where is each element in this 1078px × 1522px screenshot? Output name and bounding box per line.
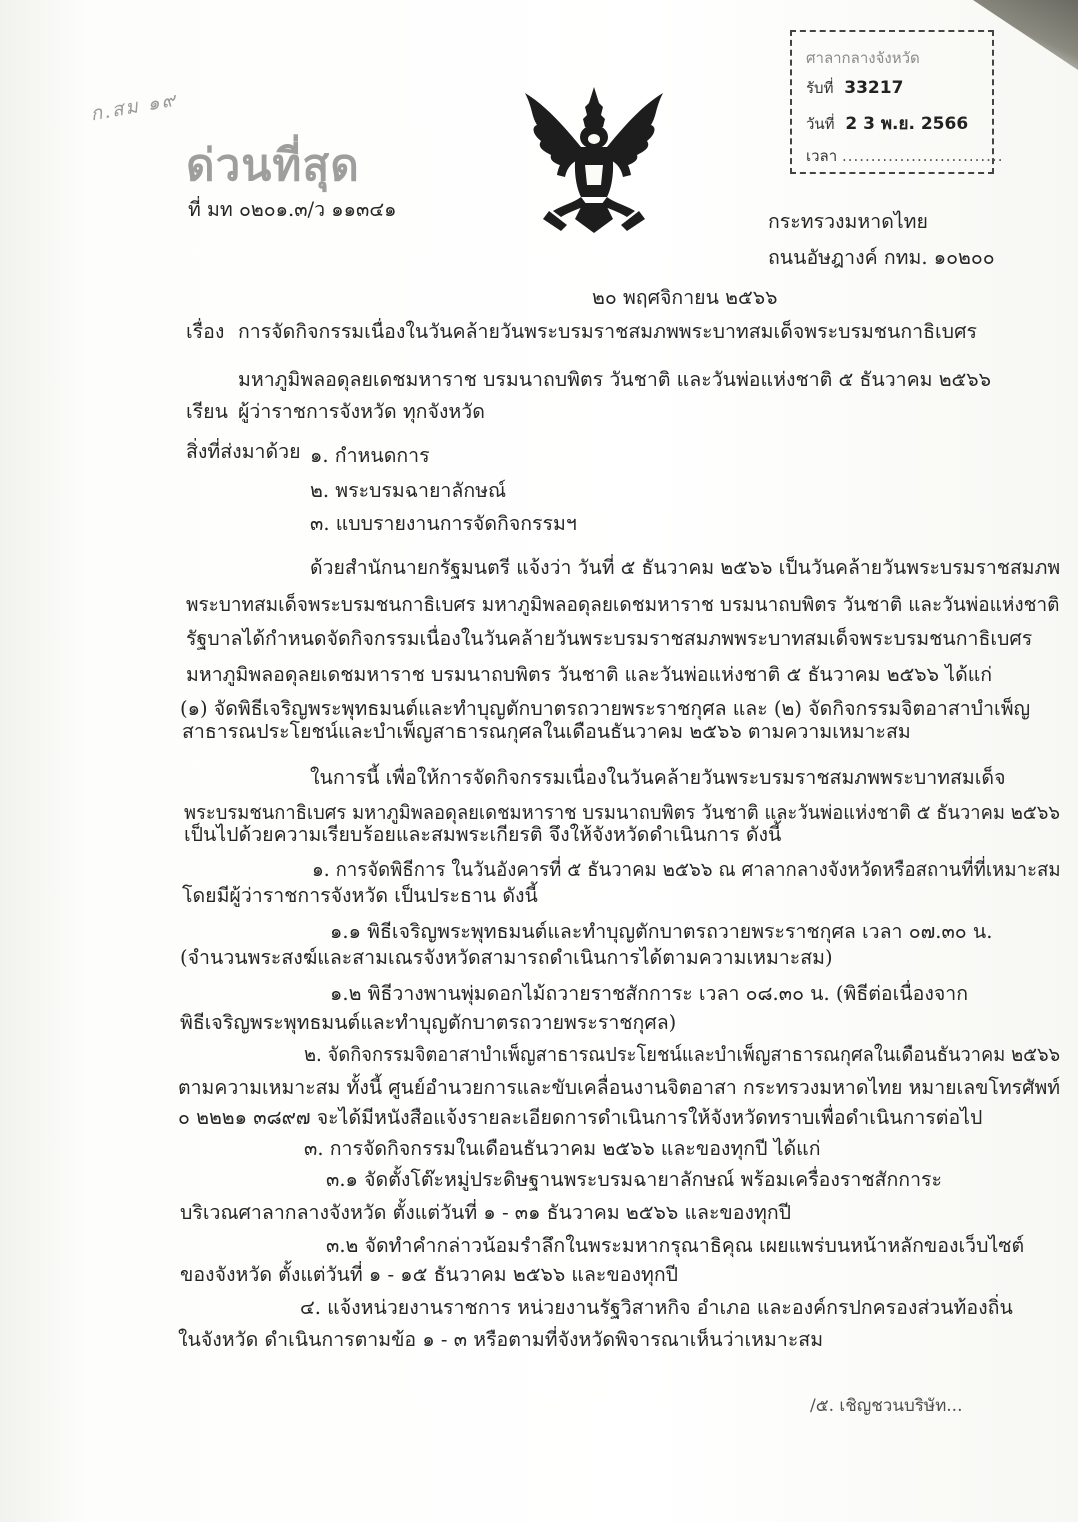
ministry-address: ถนนอัษฎางค์ กทม. ๑๐๒๐๐ xyxy=(768,246,995,269)
body-line: ในจังหวัด ดำเนินการตามข้อ ๑ - ๓ หรือตามที่จังหวัดพิจารณาเห็นว่าเหมาะสม xyxy=(178,1328,824,1351)
body-line: ๓. การจัดกิจกรรมในเดือนธันวาคม ๒๕๖๖ และของทุกปี ได้แก่ xyxy=(304,1137,821,1160)
ministry-name: กระทรวงมหาดไทย xyxy=(768,210,928,233)
body-line: สาธารณประโยชน์และบำเพ็ญสาธารณกุศลในเดือนธันวาคม ๒๕๖๖ ตามความเหมาะสม xyxy=(182,720,911,743)
recipient-value: ผู้ว่าราชการจังหวัด ทุกจังหวัด xyxy=(238,400,485,423)
body-line: ๒. จัดกิจกรรมจิตอาสาบำเพ็ญสาธารณประโยชน์และบำเพ็ญสาธารณกุศลในเดือนธันวาคม ๒๕๖๖ xyxy=(304,1043,1061,1066)
subject-line-2: มหาภูมิพลอดุลยเดชมหาราช บรมนาถบพิตร วันชาติ และวันพ่อแห่งชาติ ๕ ธันวาคม ๒๕๖๖ xyxy=(238,368,992,391)
stamp-date-row xyxy=(806,110,968,137)
stamp-received-row xyxy=(806,76,903,100)
document-date: ๒๐ พฤศจิกายน ๒๕๖๖ xyxy=(592,286,778,309)
subject-label: เรื่อง xyxy=(186,320,225,343)
attachment-item: ๑. กำหนดการ xyxy=(310,444,430,467)
garuda-emblem-icon xyxy=(523,85,665,235)
stamp-office: ศาลากลางจังหวัด xyxy=(806,49,920,67)
continued-marker: /๕. เชิญชวนบริษัท... xyxy=(810,1396,963,1416)
attachments-label: สิ่งที่ส่งมาด้วย xyxy=(186,440,301,463)
body-line: พระบรมชนกาธิเบศร มหาภูมิพลอดุลยเดชมหาราช บรมนาถบพิตร วันชาติ และวันพ่อแห่งชาติ ๕ ธันวาคม ๒๕๖๖ xyxy=(184,801,1060,824)
stamp-date-label: วันที่ xyxy=(806,115,835,133)
body-line: (๑) จัดพิธีเจริญพระพุทธมนต์และทำบุญตักบาตรถวายพระราชกุศล และ (๒) จัดกิจกรรมจิตอาสาบำเพ็ญ xyxy=(180,697,1031,720)
attachment-item: ๒. พระบรมฉายาลักษณ์ xyxy=(310,479,507,502)
body-line: ด้วยสำนักนายกรัฐมนตรี แจ้งว่า วันที่ ๕ ธันวาคม ๒๕๖๖ เป็นวันคล้ายวันพระบรมราชสมภพ xyxy=(310,556,1061,579)
handwritten-note: ก.สม ๑๙ xyxy=(88,88,179,126)
stamp-time-label: เวลา xyxy=(806,147,838,165)
body-line: ๑.๑ พิธีเจริญพระพุทธมนต์และทำบุญตักบาตรถวายพระราชกุศล เวลา ๐๗.๓๐ น. xyxy=(330,920,993,943)
recipient-label: เรียน xyxy=(186,400,228,423)
stamp-time-row: เวลา ............................ xyxy=(806,147,1004,165)
body-line: เป็นไปด้วยความเรียบร้อยและสมพระเกียรติ จึงให้จังหวัดดำเนินการ ดังนี้ xyxy=(184,823,782,846)
subject-line-1: การจัดกิจกรรมเนื่องในวันคล้ายวันพระบรมราชสมภพพระบาทสมเด็จพระบรมชนกาธิเบศร xyxy=(238,320,977,343)
body-line: ตามความเหมาะสม ทั้งนี้ ศูนย์อำนวยการและขับเคลื่อนงานจิตอาสา กระทรวงมหาดไทย หมายเลขโทรศัพท์ xyxy=(178,1076,1061,1099)
received-stamp xyxy=(790,30,1004,174)
body-line: มหาภูมิพลอดุลยเดชมหาราช บรมนาถบพิตร วันชาติ และวันพ่อแห่งชาติ ๕ ธันวาคม ๒๕๖๖ ได้แก่ xyxy=(186,663,993,686)
body-line: บริเวณศาลากลางจังหวัด ตั้งแต่วันที่ ๑ - ๓๑ ธันวาคม ๒๕๖๖ และของทุกปี xyxy=(180,1201,792,1224)
body-line: พระบาทสมเด็จพระบรมชนกาธิเบศร มหาภูมิพลอดุลยเดชมหาราช บรมนาถบพิตร วันชาติ และวันพ่อแห่งชาติ xyxy=(186,593,1060,616)
urgency-stamp: ด่วนที่สุด xyxy=(186,140,360,191)
stamp-received-label: รับที่ xyxy=(806,79,834,97)
body-line: ของจังหวัด ตั้งแต่วันที่ ๑ - ๑๕ ธันวาคม ๒๕๖๖ และของทุกปี xyxy=(180,1263,679,1286)
body-line: ๓.๒ จัดทำคำกล่าวน้อมรำลึกในพระมหากรุณาธิคุณ เผยแพร่บนหน้าหลักของเว็บไซต์ xyxy=(326,1234,1025,1257)
body-line: (จำนวนพระสงฆ์และสามเณรจังหวัดสามารถดำเนินการได้ตามความเหมาะสม) xyxy=(180,946,833,969)
body-line: ๑. การจัดพิธีการ ในวันอังคารที่ ๕ ธันวาคม ๒๕๖๖ ณ ศาลากลางจังหวัดหรือสถานที่ที่เหมาะสม xyxy=(312,858,1061,881)
stamp-received-value: 33217 xyxy=(844,78,904,98)
body-line: รัฐบาลได้กำหนดจัดกิจกรรมเนื่องในวันคล้ายวันพระบรมราชสมภพพระบาทสมเด็จพระบรมชนกาธิเบศร xyxy=(186,627,1033,650)
body-line: โดยมีผู้ว่าราชการจังหวัด เป็นประธาน ดังนี้ xyxy=(182,884,538,907)
body-line: ๓.๑ จัดตั้งโต๊ะหมู่ประดิษฐานพระบรมฉายาลักษณ์ พร้อมเครื่องราชสักการะ xyxy=(326,1168,942,1191)
body-line: ๐ ๒๒๒๑ ๓๘๙๗ จะได้มีหนังสือแจ้งรายละเอียดการดำเนินการให้จังหวัดทราบเพื่อดำเนินการต่อไป xyxy=(178,1106,983,1129)
body-line: ในการนี้ เพื่อให้การจัดกิจกรรมเนื่องในวันคล้ายวันพระบรมราชสมภพพระบาทสมเด็จ xyxy=(310,766,1006,789)
body-line: ๑.๒ พิธีวางพานพุ่มดอกไม้ถวายราชสักการะ เวลา ๐๘.๓๐ น. (พิธีต่อเนื่องจาก xyxy=(330,982,969,1005)
stamp-date-value: 2 3 พ.ย. 2566 xyxy=(845,114,969,134)
document-number: ที่ มท ๐๒๐๑.๓/ว ๑๑๓๔๑ xyxy=(188,198,397,221)
attachment-item: ๓. แบบรายงานการจัดกิจกรรมฯ xyxy=(310,512,577,535)
body-line: ๔. แจ้งหน่วยงานราชการ หน่วยงานรัฐวิสาหกิจ อำเภอ และองค์กรปกครองส่วนท้องถิ่น xyxy=(300,1296,1013,1319)
body-line: พิธีเจริญพระพุทธมนต์และทำบุญตักบาตรถวายพระราชกุศล) xyxy=(180,1011,677,1034)
